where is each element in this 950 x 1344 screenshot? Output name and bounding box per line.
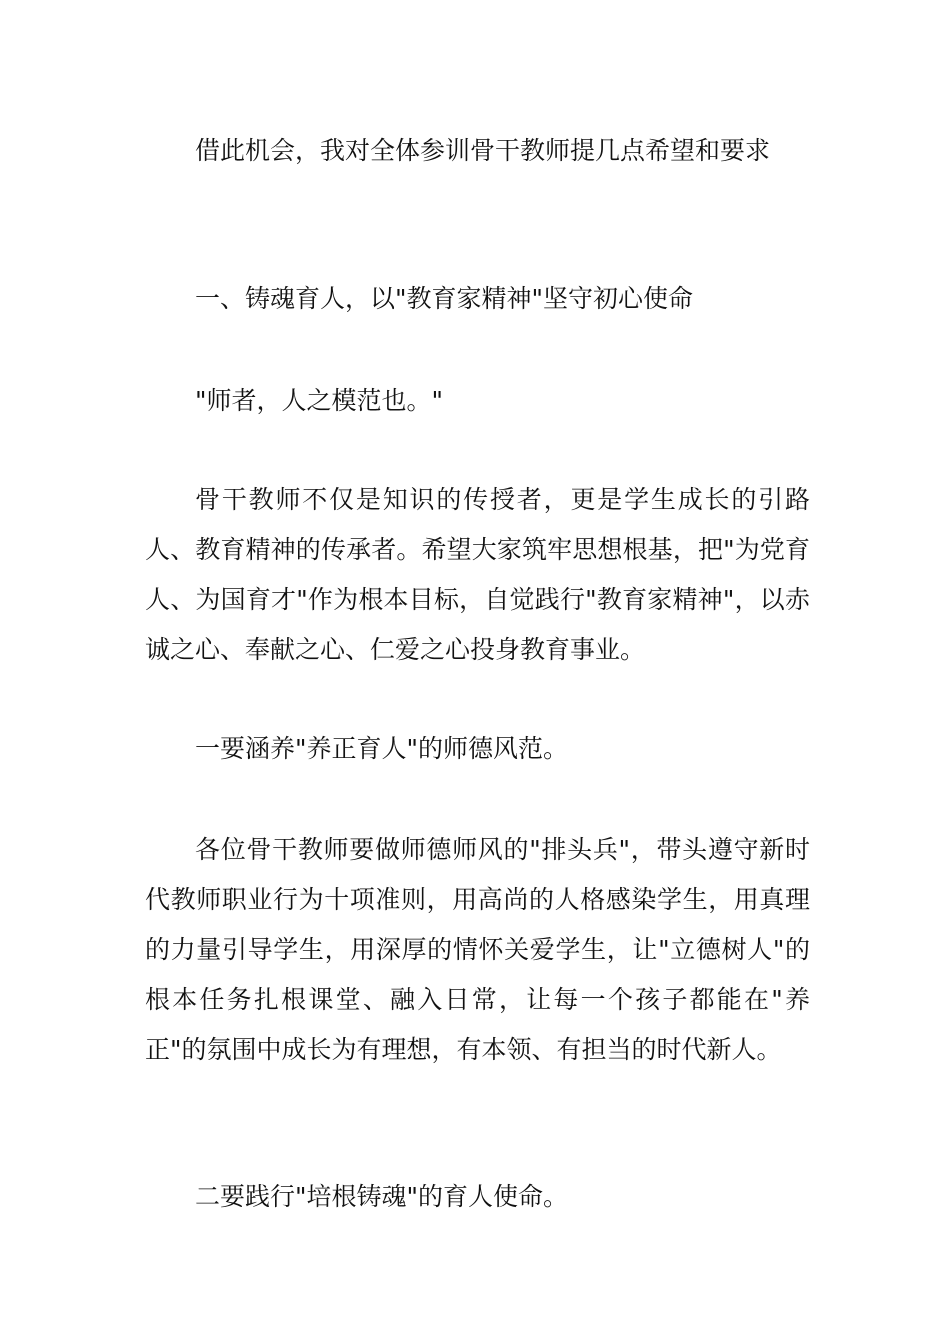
intro-paragraph: 借此机会，我对全体参训骨干教师提几点希望和要求: [195, 136, 771, 165]
subheading-2: 二要践行"培根铸魂"的育人使命。: [195, 1182, 568, 1211]
section-heading-1: 一、铸魂育人，以"教育家精神"坚守初心使命: [195, 284, 693, 313]
quote-paragraph: "师者，人之模范也。": [195, 386, 443, 415]
body-paragraph-1: 骨干教师不仅是知识的传授者，更是学生成长的引路人、教育精神的传承者。希望大家筑牢思想根基，把"为党育人、为国育才"作为根本目标，自觉践行"教育家精神"，以赤诚之心、奉献之心、仁爱之心投身教育事业。: [145, 485, 810, 664]
body-paragraph-2: 各位骨干教师要做师德师风的"排头兵"，带头遵守新时代教师职业行为十项准则，用高尚的人格感染学生，用真理的力量引导学生，用深厚的情怀关爱学生，让"立德树人"的根本任务扎根课堂、融入日常，让每一个孩子都能在"养正"的氛围中成长为有理想，有本领、有担当的时代新人。: [145, 835, 810, 1064]
subheading-1: 一要涵养"养正育人"的师德风范。: [195, 734, 568, 763]
